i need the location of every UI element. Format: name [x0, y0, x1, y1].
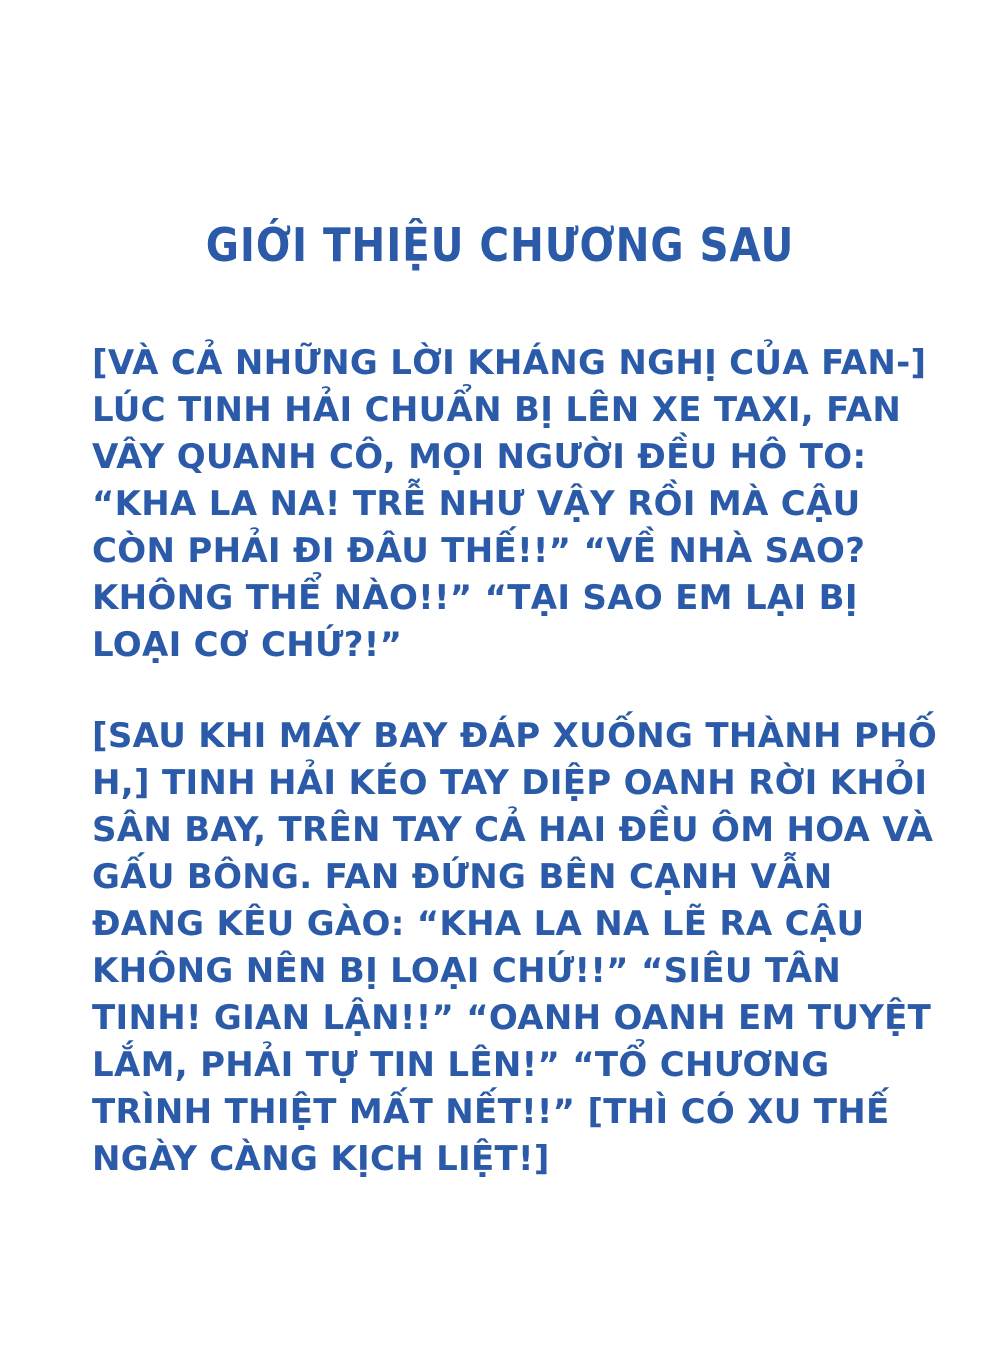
- paragraph-1: [VÀ CẢ NHỮNG LỜI KHÁNG NGHỊ CỦA FAN-] LÚC TINH HẢI CHUẨN BỊ LÊN XE TAXI, FAN VÂY QUANH CÔ, MỌI NGƯỜI ĐỀU HÔ TO: “KHA LA NA! TRỄ NHƯ VẬY RỒI MÀ CẬU CÒN PHẢI ĐI ĐÂU THẾ!!” “VỀ NHÀ SAO? KHÔNG THỂ NÀO!!” “TẠI SAO EM LẠI BỊ LOẠI CƠ CHỨ?!”: [92, 343, 927, 665]
- paragraph-2: [SAU KHI MÁY BAY ĐÁP XUỐNG THÀNH PHỐ H,] TINH HẢI KÉO TAY DIỆP OANH RỜI KHỎI SÂN BAY, TRÊN TAY CẢ HAI ĐỀU ÔM HOA VÀ GẤU BÔNG. FAN ĐỨNG BÊN CẠNH VẪN ĐANG KÊU GÀO: “KHA LA NA LẼ RA CẬU KHÔNG NÊN BỊ LOẠI CHỨ!!” “SIÊU TÂN TINH! GIAN LẬN!!” “OANH OANH EM TUYỆT LẮM, PHẢI TỰ TIN LÊN!” “TỔ CHƯƠNG TRÌNH THIỆT MẤT NẾT!!” [THÌ CÓ XU THẾ NGÀY CÀNG KỊCH LIỆT!]: [92, 716, 938, 1179]
- page-title: GIỚI THIỆU CHƯƠNG SAU: [205, 218, 795, 272]
- body-text-block: [92, 340, 942, 1183]
